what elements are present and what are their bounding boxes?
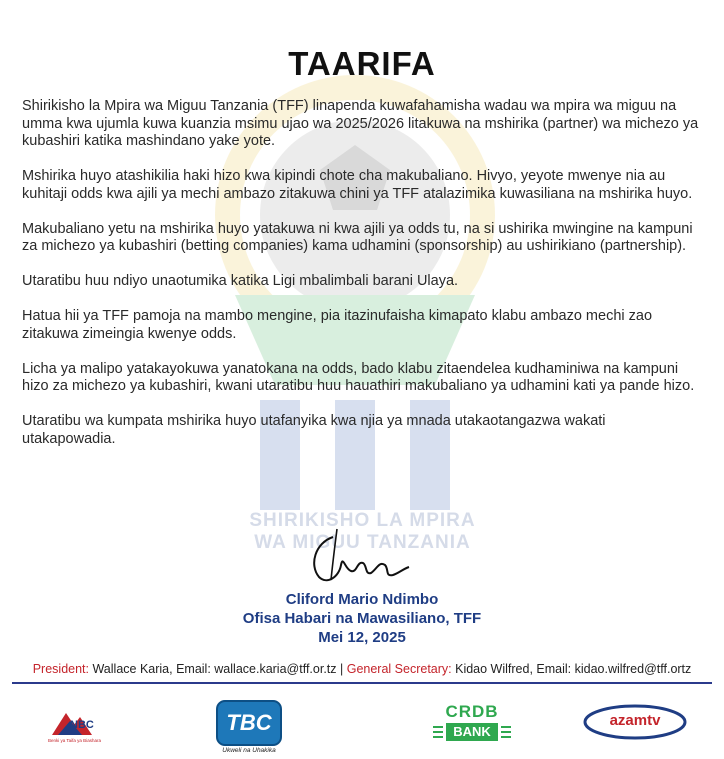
crdb-sub: BANK [446,723,498,741]
separator: | [336,662,347,676]
signatory-block [0,590,724,647]
president-text: Wallace Karia, Email: [89,662,215,676]
paragraph: Utaratibu huu ndiyo unaotumika katika Ligi mbalimbali barani Ulaya. [22,273,459,289]
stamp-line: WA MIGUU TANZANIA [254,532,471,553]
crdb-name: CRDB [445,702,499,721]
azam-name: azamtv [609,712,661,729]
tbc-tagline: Ukweli na Uhakika [222,747,276,754]
crdb-logo [430,702,514,746]
paragraph: Shirikisho la Mpira wa Miguu Tanzania (TFF) linapenda kuwafahamisha wadau wa mpira wa miguu na umma kwa ujumla kuwa kuanzia msimu ujao wa 2025/2026 litakuwa na mshirika (partner) wa michezo ya kubashiri katika mashindano yake yote. [22,98,699,149]
paragraph: Makubaliano yetu na mshirika huyo yatakuwa ni kwa ajili ya odds tu, na si ushirika mwingine na kampuni za michezo ya kubashiri (betting companies) kama udhamini (sponsorship) au ushirikiano (partnership). [22,220,693,254]
secretary-email[interactable]: kidao.wilfred@tff.ortz [574,662,692,676]
secretary-label: General Secretary: [346,662,452,676]
secretary-text: Kidao Wilfred, Email: [451,662,575,676]
footer-contacts [0,662,724,676]
signatory-position: Ofisa Habari na Mawasiliano, TFF [242,610,482,627]
document-title: TAARIFA [288,45,436,82]
footer-divider [12,682,712,684]
tbc-name: TBC [226,710,272,735]
azamtv-logo [582,703,688,741]
nbc-name: NBC [70,719,94,731]
nbc-logo [48,705,108,750]
paragraph: Hatua hii ya TFF pamoja na mambo mengine, pia itazinufaisha kimapato klabu ambazo mechi zao zitakuwa zimeingia kwenye odds. [22,308,653,342]
paragraph: Licha ya malipo yatakayokuwa yanatokana na odds, bado klabu zitaendelea kudhaminiwa na kampuni hizo za michezo ya kubashiri, kwani utaratibu huu hauathiri makubaliano ya udhamini kati ya pande hizo. [22,360,695,394]
president-email[interactable]: wallace.karia@tff.or.tz [214,662,337,676]
signatory-date: Mei 12, 2025 [318,629,406,646]
nbc-tagline: Benki ya Taifa ya Biashara [48,738,101,743]
president-label: President: [32,662,89,676]
signatory-name: Cliford Mario Ndimbo [285,591,439,608]
handwritten-signature [305,525,415,590]
tbc-logo [216,700,282,756]
paragraph: Mshirika huyo atashikilia haki hizo kwa kipindi chote cha makubaliano. Hivyo, yeyote mwenye nia au kuhitaji odds kwa ajili ya mechi ambazo zitakuwa chini ya TFF atalazimika kuwasiliana na mshirika huyo. [22,168,693,202]
paragraph: Utaratibu wa kumpata mshirika huyo utafanyika kwa njia ya mnada utakaotangazwa wakati utakapowadia. [22,413,606,447]
document-body [22,98,702,466]
stamp-line: SHIRIKISHO LA MPIRA [249,510,476,531]
